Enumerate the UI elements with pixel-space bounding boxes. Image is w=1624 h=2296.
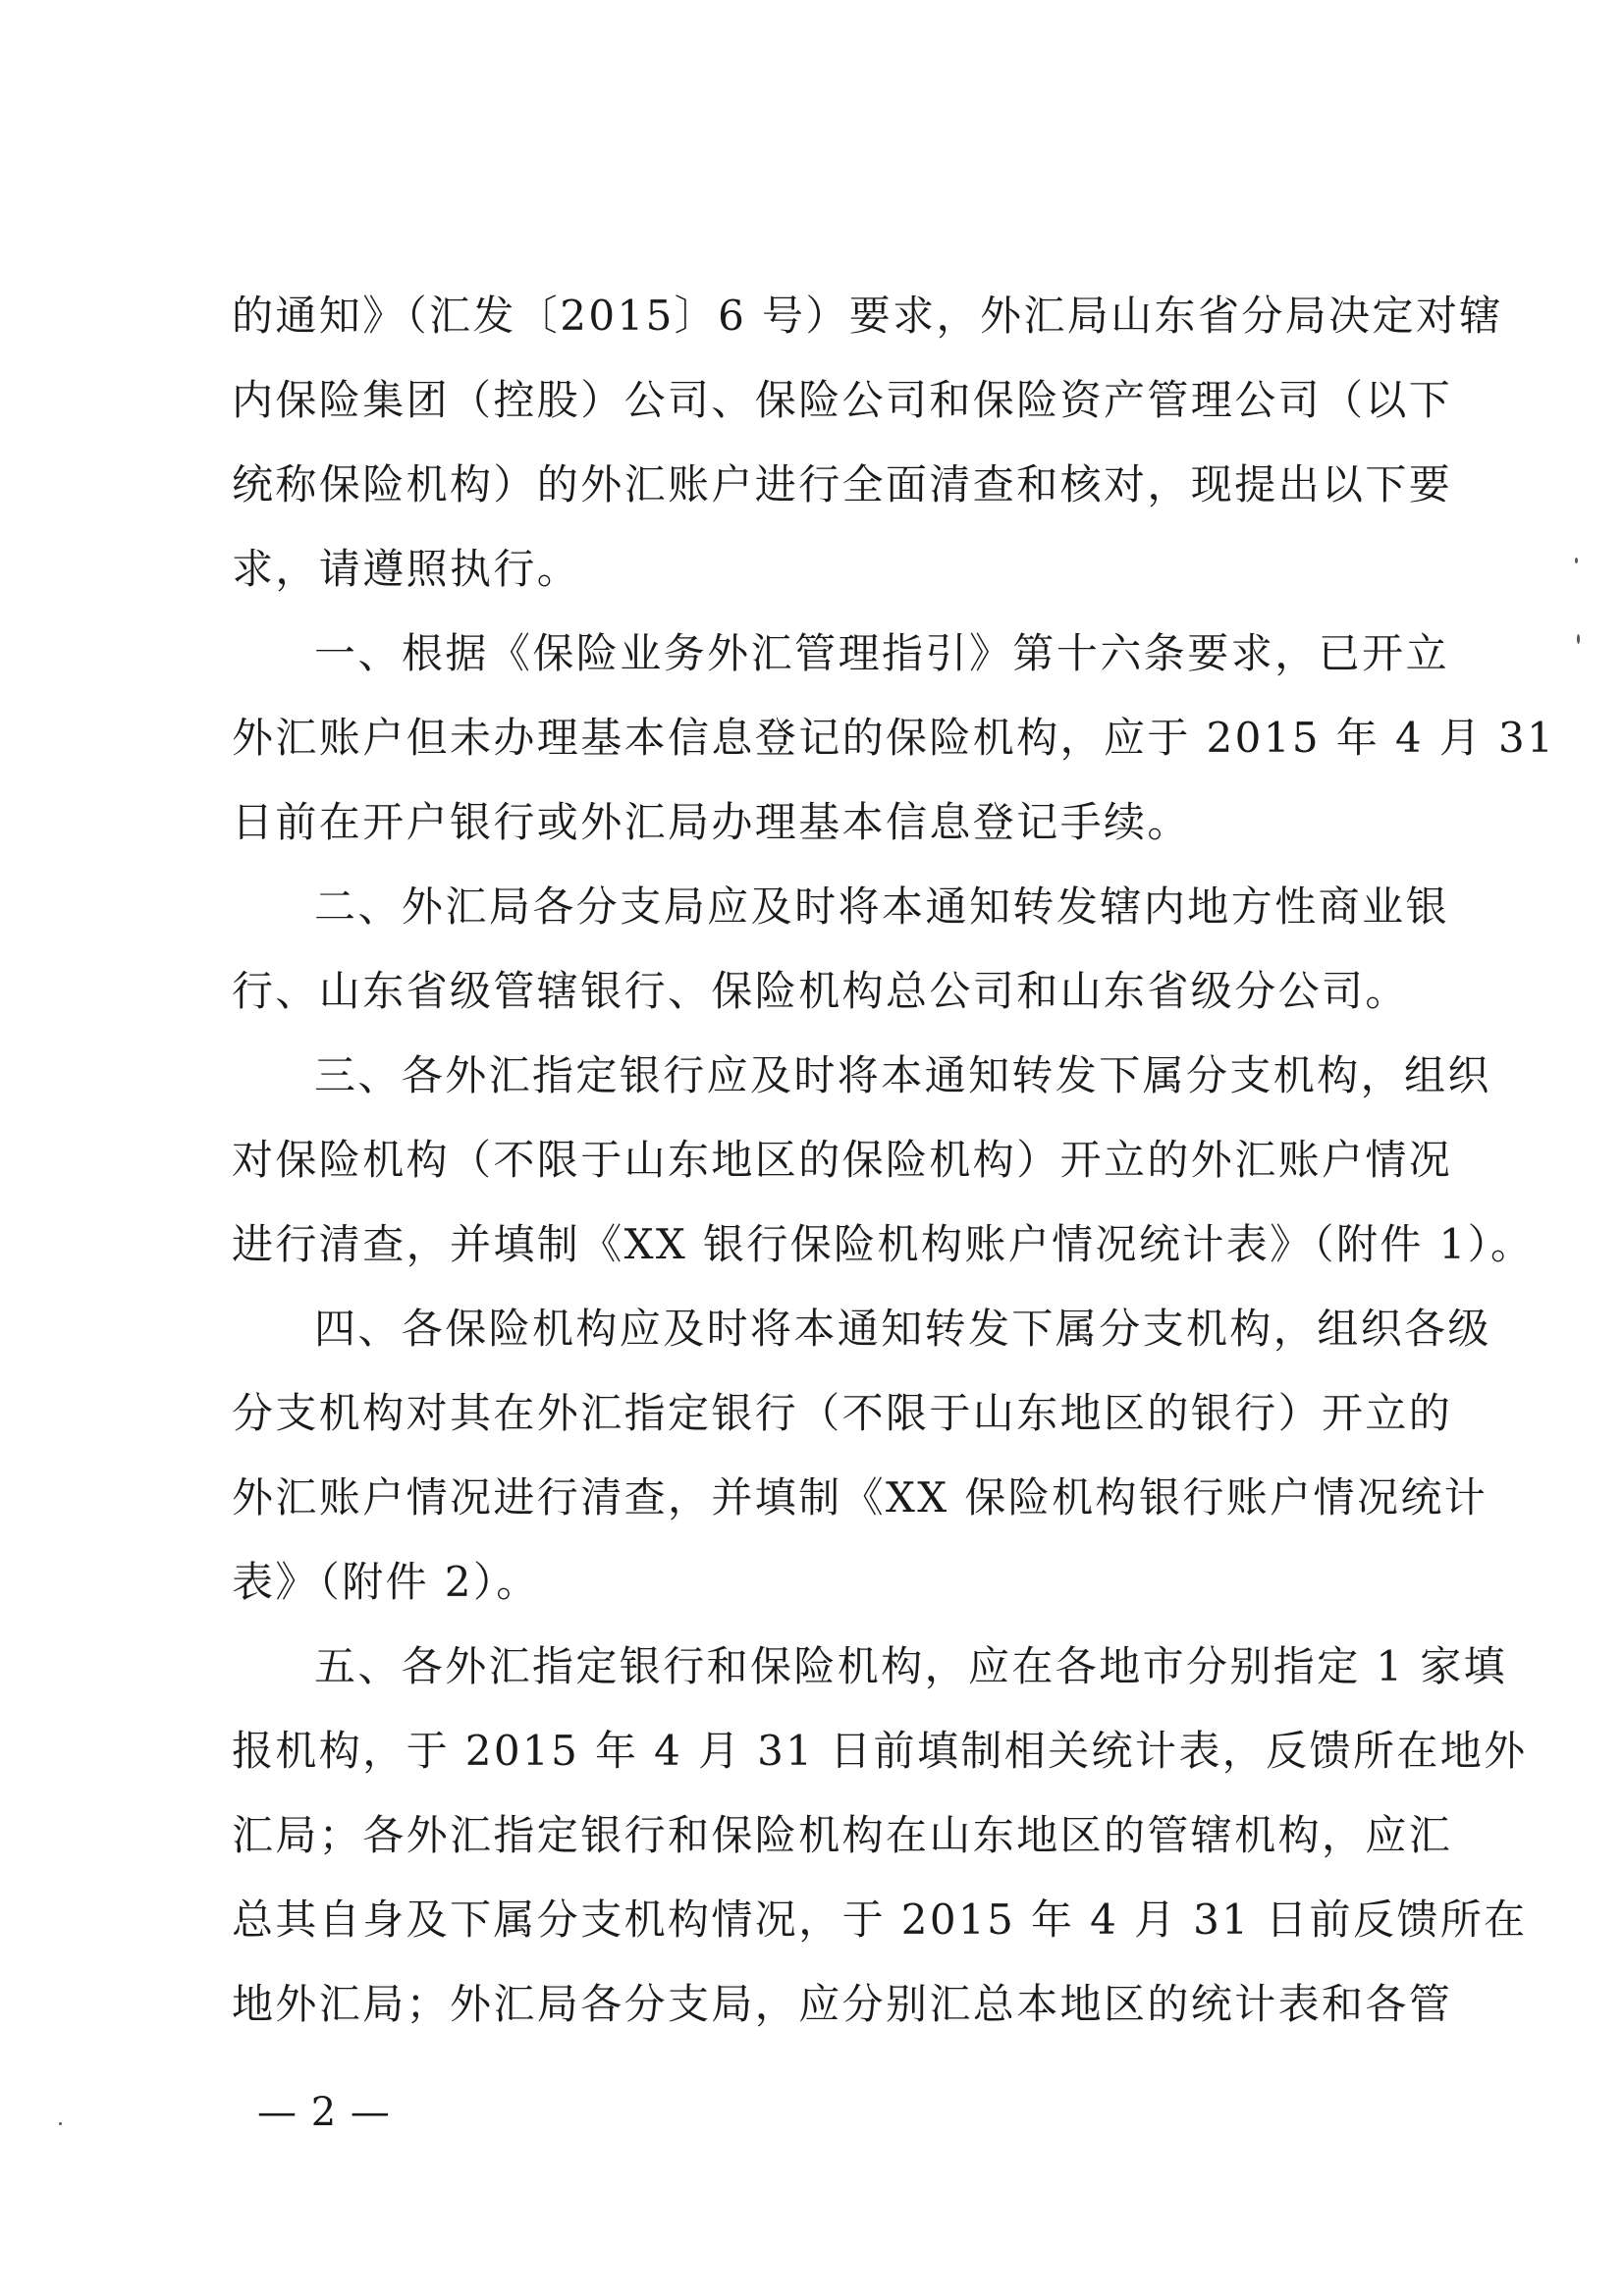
paragraph-3-line-2: 对保险机构（不限于山东地区的保险机构）开立的外汇账户情况 (232, 1136, 1453, 1184)
paragraph-5-line-5: 地外汇局；外汇局各分支局，应分别汇总本地区的统计表和各管 (232, 1980, 1453, 2028)
paragraph-3-line-3: 进行清查，并填制《XX 银行保险机构账户情况统计表》（附件 1）。 (232, 1220, 1535, 1268)
paragraph-2-line-1: 二、外汇局各分支局应及时将本通知转发辖内地方性商业银 (314, 882, 1449, 931)
paragraph-1-line-2: 外汇账户但未办理基本信息登记的保险机构，应于 2015 年 4 月 31 (232, 714, 1556, 762)
scan-speck (59, 2122, 62, 2125)
page-number: — 2 — (257, 2090, 391, 2135)
scan-speck (1577, 634, 1580, 644)
paragraph-1-line-3: 日前在开户银行或外汇局办理基本信息登记手续。 (232, 798, 1191, 846)
paragraph-2-line-2: 行、山东省级管辖银行、保险机构总公司和山东省级分公司。 (232, 967, 1409, 1015)
text-line-4: 求，请遵照执行。 (232, 545, 581, 593)
text-line-3: 统称保险机构）的外汇账户进行全面清查和核对，现提出以下要 (232, 460, 1453, 508)
paragraph-5-line-3: 汇局；各外汇指定银行和保险机构在山东地区的管辖机构，应汇 (232, 1811, 1453, 1859)
paragraph-3-line-1: 三、各外汇指定银行应及时将本通知转发下属分支机构，组织 (314, 1051, 1491, 1099)
text-line-1: 的通知》（汇发〔2015〕6 号）要求，外汇局山东省分局决定对辖 (232, 292, 1503, 340)
paragraph-4-line-1: 四、各保险机构应及时将本通知转发下属分支机构，组织各级 (314, 1305, 1491, 1353)
text-line-2: 内保险集团（控股）公司、保险公司和保险资产管理公司（以下 (232, 376, 1453, 424)
paragraph-4-line-4: 表》（附件 2）。 (232, 1558, 540, 1606)
paragraph-4-line-3: 外汇账户情况进行清查，并填制《XX 保险机构银行账户情况统计 (232, 1473, 1489, 1522)
paragraph-1-line-1: 一、根据《保险业务外汇管理指引》第十六条要求，已开立 (314, 629, 1449, 677)
paragraph-5-line-4: 总其自身及下属分支机构情况，于 2015 年 4 月 31 日前反馈所在 (232, 1896, 1528, 1944)
paragraph-4-line-2: 分支机构对其在外汇指定银行（不限于山东地区的银行）开立的 (232, 1389, 1453, 1437)
scan-speck (1575, 558, 1578, 563)
paragraph-5-line-2: 报机构，于 2015 年 4 月 31 日前填制相关统计表，反馈所在地外 (232, 1727, 1528, 1775)
paragraph-5-line-1: 五、各外汇指定银行和保险机构，应在各地市分别指定 1 家填 (314, 1642, 1508, 1690)
